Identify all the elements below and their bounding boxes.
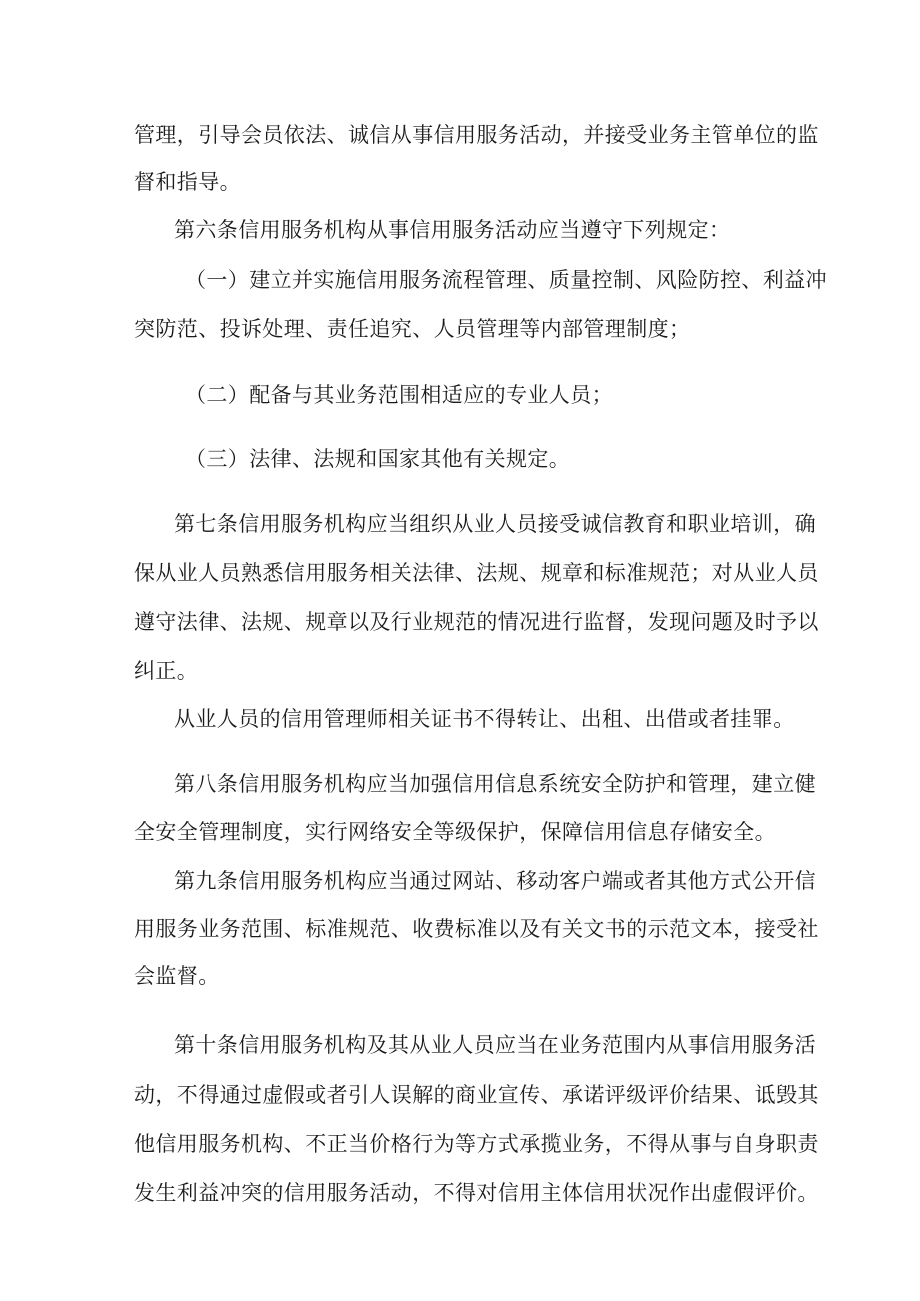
paragraph-line: 管理，引导会员依法、诚信从事信用服务活动，并接受业务主管单位的监 <box>134 123 819 147</box>
article-9-heading: 第九条信用服务机构应当通过网站、移动客户端或者其他方式公开信 <box>174 869 816 893</box>
paragraph-line: 遵守法律、法规、规章以及行业规范的情况进行监督，发现问题及时予以 <box>134 610 819 634</box>
paragraph-line: 督和指导。 <box>134 170 241 194</box>
paragraph-line: 突防范、投诉处理、责任追究、人员管理等内部管理制度； <box>134 317 691 341</box>
article-8-heading: 第八条信用服务机构应当加强信用信息系统安全防护和管理，建立健 <box>174 772 816 796</box>
paragraph-line: 保从业人员熟悉信用服务相关法律、法规、规章和标准规范；对从业人员 <box>134 561 819 585</box>
paragraph-line: 发生利益冲突的信用服务活动，不得对信用主体信用状况作出虚假评价。 <box>134 1181 819 1205</box>
paragraph-line: 纠正。 <box>134 659 199 683</box>
paragraph-line: 用服务业务范围、标准规范、收费标准以及有关文书的示范文本，接受社 <box>134 917 819 941</box>
article-7-heading: 第七条信用服务机构应当组织从业人员接受诚信教育和职业培训，确 <box>174 512 816 536</box>
list-item-2: （二）配备与其业务范围相适应的专业人员； <box>185 383 613 407</box>
paragraph-line: 从业人员的信用管理师相关证书不得转让、出租、出借或者挂罪。 <box>174 707 795 731</box>
paragraph-line: 他信用服务机构、不正当价格行为等方式承揽业务，不得从事与自身职责 <box>134 1132 819 1156</box>
article-6-heading: 第六条信用服务机构从事信用服务活动应当遵守下列规定： <box>174 218 731 242</box>
paragraph-line: 全安全管理制度，实行网络安全等级保护，保障信用信息存储安全。 <box>134 820 776 844</box>
list-item-3: （三）法律、法规和国家其他有关规定。 <box>185 447 571 471</box>
list-item-1: （一）建立并实施信用服务流程管理、质量控制、风险防控、利益冲 <box>185 268 827 292</box>
article-10-heading: 第十条信用服务机构及其从业人员应当在业务范围内从事信用服务活 <box>174 1033 816 1057</box>
paragraph-line: 会监督。 <box>134 964 220 988</box>
paragraph-line: 动，不得通过虚假或者引人误解的商业宣传、承诺评级评价结果、诋毁其 <box>134 1083 819 1107</box>
